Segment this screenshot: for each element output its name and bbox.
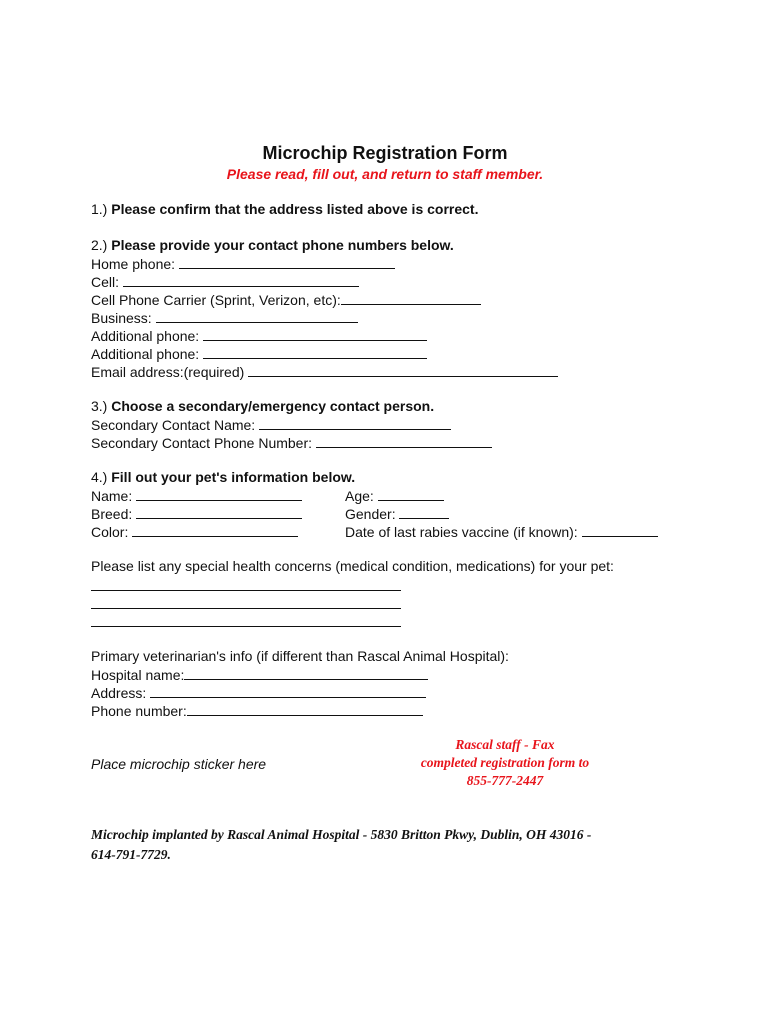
vet-address-row [91,683,426,702]
section-4-heading: Fill out your pet's information below. [111,469,356,485]
section-2-header [91,236,454,254]
secondary-contact-phone-label: Secondary Contact Phone Number: [91,435,313,451]
health-concerns-line-3[interactable] [91,626,401,627]
pet-name-row [91,486,302,505]
pet-breed-row [91,504,302,523]
cell-carrier-row [91,290,481,309]
rabies-vaccine-row [345,522,658,541]
secondary-contact-phone-row [91,433,492,452]
rabies-vaccine-label: Date of last rabies vaccine (if known): [345,524,578,540]
health-concerns-prompt: Please list any special health concerns (medical condition, medications) for your pet: [91,558,614,574]
additional-phone-field-1[interactable] [203,326,427,341]
implant-info-line-2: 614-791-7729. [91,847,171,862]
pet-gender-field[interactable] [399,504,449,519]
implant-info-footer [91,825,691,865]
pet-name-label: Name: [91,488,133,504]
additional-phone-field-2[interactable] [203,344,427,359]
business-label: Business: [91,310,152,326]
staff-fax-line-1: Rascal staff - Fax [455,737,555,752]
additional-phone-row-2 [91,344,427,363]
cell-label: Cell: [91,274,120,290]
cell-row [91,272,359,291]
staff-fax-note [410,736,600,790]
home-phone-row [91,254,395,273]
vet-phone-row [91,701,423,720]
section-1-heading: Please confirm that the address listed above is correct. [111,201,479,217]
pet-age-field[interactable] [378,486,444,501]
section-3-number: 3.) [91,398,108,414]
hospital-name-row [91,665,428,684]
microchip-sticker-label: Place microchip sticker here [91,756,267,772]
implant-info-line-1: Microchip implanted by Rascal Animal Hospital - 5830 Britton Pkwy, Dublin, OH 43016 - [91,827,592,842]
cell-field[interactable] [123,272,359,287]
form-title: Microchip Registration Form [262,143,508,163]
pet-name-field[interactable] [136,486,302,501]
email-row [91,362,558,381]
staff-fax-number: 855-777-2447 [466,773,544,788]
section-4-number: 4.) [91,469,108,485]
pet-color-label: Color: [91,524,129,540]
business-field[interactable] [156,308,358,323]
section-1 [91,200,478,218]
vet-phone-label: Phone number: [91,703,187,719]
vet-address-label: Address: [91,685,147,701]
secondary-contact-name-row [91,415,451,434]
pet-age-row [345,486,444,505]
business-row [91,308,358,327]
pet-gender-row [345,504,449,523]
cell-carrier-label: Cell Phone Carrier (Sprint, Verizon, etc): [91,292,341,308]
secondary-contact-name-field[interactable] [259,415,451,430]
secondary-contact-name-label: Secondary Contact Name: [91,417,256,433]
pet-gender-label: Gender: [345,506,396,522]
vet-address-field[interactable] [150,683,426,698]
section-3-header [91,397,434,415]
pet-color-row [91,522,298,541]
email-label: Email address:(required) [91,364,245,380]
staff-fax-line-2: completed registration form to [420,755,590,770]
section-3-heading: Choose a secondary/emergency contact person. [111,398,435,414]
pet-color-field[interactable] [132,522,298,537]
vet-phone-field[interactable] [187,701,423,716]
form-subtitle: Please read, fill out, and return to staff member. [226,166,544,182]
rabies-vaccine-field[interactable] [582,522,658,537]
secondary-contact-phone-field[interactable] [316,433,492,448]
section-2-heading: Please provide your contact phone numbers below. [111,237,454,253]
additional-phone-label-2: Additional phone: [91,346,200,362]
health-concerns-line-2[interactable] [91,608,401,609]
additional-phone-label-1: Additional phone: [91,328,200,344]
health-concerns-line-1[interactable] [91,590,401,591]
hospital-name-field[interactable] [184,665,428,680]
email-field[interactable] [248,362,558,377]
hospital-name-label: Hospital name: [91,667,185,683]
cell-carrier-field[interactable] [341,290,481,305]
pet-age-label: Age: [345,488,374,504]
section-2-number: 2.) [91,237,108,253]
vet-info-heading: Primary veterinarian's info (if different than Rascal Animal Hospital): [91,648,509,664]
section-4-header [91,468,355,486]
section-1-number: 1.) [91,201,108,217]
home-phone-label: Home phone: [91,256,176,272]
pet-breed-label: Breed: [91,506,133,522]
home-phone-field[interactable] [179,254,395,269]
pet-breed-field[interactable] [136,504,302,519]
additional-phone-row-1 [91,326,427,345]
